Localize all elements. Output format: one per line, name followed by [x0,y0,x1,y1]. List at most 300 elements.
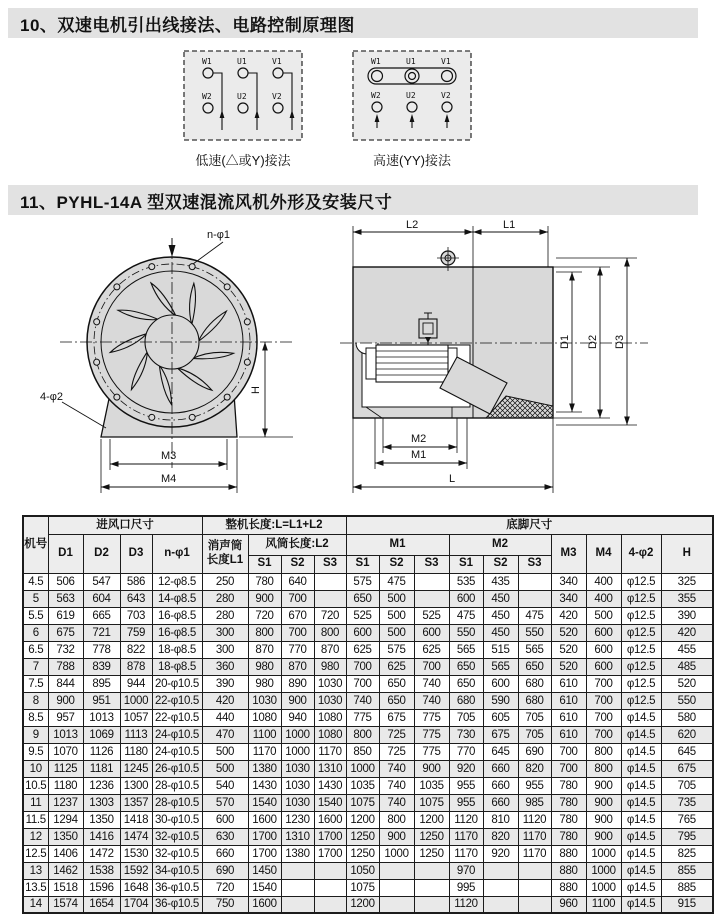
table-cell: 1237 [48,794,83,811]
table-cell: 700 [586,726,621,743]
table-cell: 600 [449,590,483,607]
table-cell: 565 [449,641,483,658]
table-cell: 890 [281,675,314,692]
table-cell: 390 [202,675,248,692]
table-cell: 820 [483,828,518,845]
col-header-S2: S2 [281,555,314,573]
table-cell [314,862,346,879]
table-cell: 36-φ10.5 [152,896,202,913]
table-row [23,726,713,743]
table-cell: 435 [483,573,518,590]
table-cell [518,862,551,879]
table-cell: 650 [346,590,379,607]
table-cell: 1350 [48,828,83,845]
table-cell: 650 [449,658,483,675]
table-cell: 1126 [83,743,120,760]
side-view [340,219,648,493]
table-cell: 600 [414,624,449,641]
table-cell: 600 [586,624,621,641]
table-cell: 565 [483,658,518,675]
table-cell: 1030 [281,777,314,794]
terminal-U1-inner [409,73,416,80]
table-cell: 650 [379,675,414,692]
table-cell: 300 [202,624,248,641]
table-cell: 1030 [281,760,314,777]
col-header-S3: S3 [518,555,551,573]
table-cell: 1035 [414,777,449,794]
table-cell: 12.5 [23,845,48,862]
table-cell: 955 [449,794,483,811]
table-cell: 1000 [586,879,621,896]
table-cell: 1057 [120,709,152,726]
table-cell: 788 [48,658,83,675]
table-cell: 955 [449,777,483,794]
table-cell: 1592 [120,862,152,879]
table-cell: 878 [120,658,152,675]
table-cell [483,879,518,896]
terminal-U1 [238,68,248,78]
table-cell: 1030 [248,692,281,709]
table-cell: 600 [483,675,518,692]
table-cell: 944 [120,675,152,692]
table-cell: 34-φ10.5 [152,862,202,879]
table-row [23,607,713,624]
label-D1: D1 [559,334,571,349]
table-cell: 900 [586,811,621,828]
table-cell: 675 [379,709,414,726]
table-cell: 24-φ10.5 [152,743,202,760]
table-cell: 675 [48,624,83,641]
table-row [23,709,713,726]
table-cell: 1540 [248,794,281,811]
table-cell: 250 [202,573,248,590]
table-cell: 520 [661,675,713,692]
table-cell: 700 [346,675,379,692]
table-cell: 800 [586,760,621,777]
table-cell: 920 [483,845,518,862]
table-cell: 995 [449,879,483,896]
group-header-foot: 底脚尺寸 [346,516,713,534]
table-cell [518,590,551,607]
table-cell: 985 [518,794,551,811]
table-cell: 390 [661,607,713,624]
table-cell: 960 [551,896,586,913]
table-cell: 5 [23,590,48,607]
table-cell: 600 [202,811,248,828]
table-cell: 795 [661,828,713,845]
table-cell: 16-φ8.5 [152,624,202,641]
table-cell [379,862,414,879]
table-cell: 13 [23,862,48,879]
table-cell: 1472 [83,845,120,862]
table-cell: 895 [83,675,120,692]
table-cell: 735 [661,794,713,811]
table-cell: 720 [314,607,346,624]
terminal-U2 [407,102,417,112]
table-cell: 1700 [314,828,346,845]
table-cell: 970 [449,862,483,879]
table-cell: 1654 [83,896,120,913]
table-cell: 1013 [48,726,83,743]
table-cell: 775 [414,709,449,726]
table-cell: 650 [518,658,551,675]
fan-outline-drawing [0,218,720,513]
wiring-caption-low: 低速(△或Y)接法 [195,153,291,168]
group-header-inlet: 进风口尺寸 [48,516,202,534]
table-cell: 9.5 [23,743,48,760]
table-cell: 550 [518,624,551,641]
terminal-label: U2 [406,91,416,100]
terminal-W1 [203,68,213,78]
terminal-label: V2 [441,91,451,100]
table-cell: 10 [23,760,48,777]
table-cell: φ12.5 [621,675,661,692]
table-cell: 844 [48,675,83,692]
table-cell: 525 [414,607,449,624]
table-cell: 1530 [120,845,152,862]
table-cell: 563 [48,590,83,607]
table-cell: 14-φ8.5 [152,590,202,607]
table-cell: 1700 [314,845,346,862]
table-cell: 980 [248,675,281,692]
table-cell: 1170 [449,845,483,862]
terminal-label: U1 [406,57,416,66]
label-L1: L1 [503,219,516,231]
table-cell: 780 [248,573,281,590]
table-cell: 1380 [281,845,314,862]
table-cell: 550 [661,692,713,709]
table-cell: 625 [414,641,449,658]
table-row [23,743,713,760]
table-cell: 740 [414,675,449,692]
table-cell: 951 [83,692,120,709]
terminal-W1 [372,71,383,82]
section-11-title: 11、PYHL-14A 型双速混流风机外形及安装尺寸 [20,192,393,212]
table-cell: 1000 [379,845,414,862]
table-cell: 547 [83,573,120,590]
table-cell: 900 [586,777,621,794]
table-cell: 700 [414,658,449,675]
table-cell: 850 [346,743,379,760]
label-n-phi1: n-φ1 [207,229,231,241]
table-cell: 1357 [120,794,152,811]
table-cell: 325 [661,573,713,590]
table-cell: 1180 [48,777,83,794]
table-cell: 957 [48,709,83,726]
table-cell: 700 [346,658,379,675]
table-cell: 360 [202,658,248,675]
table-cell: 680 [518,675,551,692]
table-cell: 1035 [346,777,379,794]
table-cell: φ14.5 [621,879,661,896]
table-cell: 900 [281,692,314,709]
table-cell: 16-φ8.5 [152,607,202,624]
table-cell: 450 [483,607,518,624]
label-4-phi2: 4-φ2 [40,391,64,403]
terminal-label: W1 [371,57,381,66]
table-cell: 643 [120,590,152,607]
table-cell: 600 [586,641,621,658]
group-header-duct-L2: 风筒长度:L2 [248,534,346,555]
table-cell: 740 [379,794,414,811]
table-cell: 880 [551,862,586,879]
table-row [23,692,713,709]
wiring-diagram-low-speed [183,50,303,141]
wiring-low-svg [183,50,303,141]
table-cell: 725 [379,726,414,743]
table-cell: 675 [661,760,713,777]
table-row [23,879,713,896]
table-cell: 855 [661,862,713,879]
table-cell: 980 [248,658,281,675]
table-cell: 540 [202,777,248,794]
table-cell: 340 [551,590,586,607]
table-cell: 1700 [248,845,281,862]
table-cell: 520 [551,641,586,658]
table-cell: 24-φ10.5 [152,726,202,743]
table-cell: 675 [483,726,518,743]
table-cell: 775 [414,743,449,760]
table-cell: 900 [48,692,83,709]
table-cell: 1170 [449,828,483,845]
leader-line [62,402,106,428]
table-cell: 36-φ10.5 [152,879,202,896]
table-cell: 1170 [314,743,346,760]
table-cell: 1000 [281,726,314,743]
table-cell: 870 [281,658,314,675]
table-cell: 780 [551,811,586,828]
table-cell: 1600 [248,896,281,913]
table-cell: 1474 [120,828,152,845]
table-cell [379,879,414,896]
table-cell: 1075 [346,879,379,896]
section-10-title: 10、双速电机引出线接法、电路控制原理图 [20,15,355,35]
table-cell: 1538 [83,862,120,879]
table-cell: 1250 [414,828,449,845]
col-header-S1: S1 [449,555,483,573]
table-cell: 440 [202,709,248,726]
table-cell: 565 [518,641,551,658]
table-cell: 500 [379,624,414,641]
table-cell: φ12.5 [621,658,661,675]
table-cell: φ14.5 [621,794,661,811]
table-cell: 825 [661,845,713,862]
table-cell: 1120 [449,811,483,828]
table-cell: 1462 [48,862,83,879]
table-cell [518,896,551,913]
table-cell: 280 [202,607,248,624]
label-M1: M1 [411,449,427,461]
table-cell: 1000 [346,760,379,777]
table-cell [314,590,346,607]
col-header-S3: S3 [314,555,346,573]
table-cell: φ12.5 [621,641,661,658]
table-cell: 1069 [83,726,120,743]
table-cell: 700 [586,675,621,692]
table-row [23,777,713,794]
table-cell [281,862,314,879]
table-cell: 900 [248,590,281,607]
table-cell: 500 [379,590,414,607]
label-H: H [250,386,262,394]
table-cell: 1030 [281,794,314,811]
table-cell: 1700 [248,828,281,845]
table-cell: 700 [586,709,621,726]
table-cell: 800 [379,811,414,828]
table-cell: 1303 [83,794,120,811]
table-cell: 550 [449,624,483,641]
table-cell: 1030 [314,675,346,692]
col-header-H: H [661,534,713,573]
table-cell: 730 [449,726,483,743]
leader-line [193,242,223,264]
label-L2: L2 [406,219,419,231]
table-cell: 885 [661,879,713,896]
wiring-diagram-high-speed [352,50,472,141]
table-cell: 700 [551,760,586,777]
dimension-table [22,515,714,914]
table-cell [518,573,551,590]
table-cell: 570 [202,794,248,811]
col-header-M4: M4 [586,534,621,573]
table-cell: 700 [281,624,314,641]
table-cell: 770 [449,743,483,760]
table-cell: 500 [379,607,414,624]
label-M4: M4 [161,473,177,485]
table-cell: 1180 [120,743,152,760]
table-cell: 1230 [281,811,314,828]
table-cell: 420 [661,624,713,641]
table-cell [518,879,551,896]
table-cell: 8 [23,692,48,709]
table-cell: 12-φ8.5 [152,573,202,590]
table-cell: 900 [586,794,621,811]
col-header-jihao: 机号 [23,516,48,573]
table-cell: 1574 [48,896,83,913]
table-cell: 870 [314,641,346,658]
table-cell: 575 [346,573,379,590]
col-header-M3: M3 [551,534,586,573]
table-cell: 470 [202,726,248,743]
table-cell: 650 [449,675,483,692]
table-cell: 600 [346,624,379,641]
table-cell [281,879,314,896]
col-header-silencer-L1: 消声筒长度L1 [202,534,248,573]
table-cell: 1245 [120,760,152,777]
table-cell: 1294 [48,811,83,828]
table-cell: 759 [120,624,152,641]
table-cell: 660 [483,794,518,811]
table-cell: 575 [379,641,414,658]
table-cell: 800 [346,726,379,743]
section-11-header [8,185,698,215]
table-cell: φ14.5 [621,777,661,794]
terminal-W2 [372,102,382,112]
table-cell: 620 [661,726,713,743]
table-cell: 400 [586,590,621,607]
table-cell: φ14.5 [621,726,661,743]
table-row [23,896,713,913]
table-row [23,641,713,658]
table-cell: φ14.5 [621,896,661,913]
table-cell: 732 [48,641,83,658]
table-cell: 18-φ8.5 [152,641,202,658]
table-cell: 4.5 [23,573,48,590]
table-cell: 475 [449,607,483,624]
table-cell: φ12.5 [621,624,661,641]
table-cell: 780 [551,794,586,811]
table-cell: 645 [483,743,518,760]
table-cell: φ14.5 [621,862,661,879]
table-cell: 955 [518,777,551,794]
wiring-high-svg [352,50,472,141]
table-cell: 1000 [120,692,152,709]
wiring-caption-high: 高速(YY)接法 [372,153,451,168]
table-cell: 10.5 [23,777,48,794]
terminal-V1 [442,71,453,82]
table-cell: 1350 [83,811,120,828]
table-cell: 1704 [120,896,152,913]
table-cell: 1120 [518,811,551,828]
table-cell: 810 [483,811,518,828]
col-header-S1: S1 [346,555,379,573]
table-row [23,624,713,641]
table-cell: 8.5 [23,709,48,726]
table-cell: 690 [518,743,551,760]
table-cell [414,896,449,913]
table-cell [414,862,449,879]
table-cell: 9 [23,726,48,743]
table-cell [281,896,314,913]
table-cell: 22-φ10.5 [152,709,202,726]
table-cell: 1430 [314,777,346,794]
table-cell: 1080 [314,726,346,743]
terminal-label: W2 [202,92,212,101]
label-M3: M3 [161,450,177,462]
table-cell: 610 [551,709,586,726]
col-header-D2: D2 [83,534,120,573]
table-cell: 6.5 [23,641,48,658]
table-cell: 1070 [48,743,83,760]
table-cell: 1418 [120,811,152,828]
table-cell: 690 [202,862,248,879]
table-cell: 5.5 [23,607,48,624]
table-cell: 1200 [414,811,449,828]
table-cell: 1100 [586,896,621,913]
table-cell: 1600 [248,811,281,828]
table-cell: 610 [551,675,586,692]
table-cell: 880 [551,845,586,862]
table-cell: 1075 [414,794,449,811]
table-cell: φ12.5 [621,692,661,709]
table-cell: 1600 [314,811,346,828]
group-header-total-length: 整机长度:L=L1+L2 [202,516,346,534]
table-cell: 485 [661,658,713,675]
terminal-label: U2 [237,92,247,101]
table-cell: φ14.5 [621,743,661,760]
table-cell: 765 [661,811,713,828]
terminal-label: U1 [237,57,247,66]
table-cell: φ14.5 [621,811,661,828]
table-cell: 1416 [83,828,120,845]
table-cell: 22-φ10.5 [152,692,202,709]
table-row [23,590,713,607]
table-cell: 535 [449,573,483,590]
table-cell: 820 [518,760,551,777]
table-cell: 839 [83,658,120,675]
table-cell: 355 [661,590,713,607]
table-cell: 720 [202,879,248,896]
